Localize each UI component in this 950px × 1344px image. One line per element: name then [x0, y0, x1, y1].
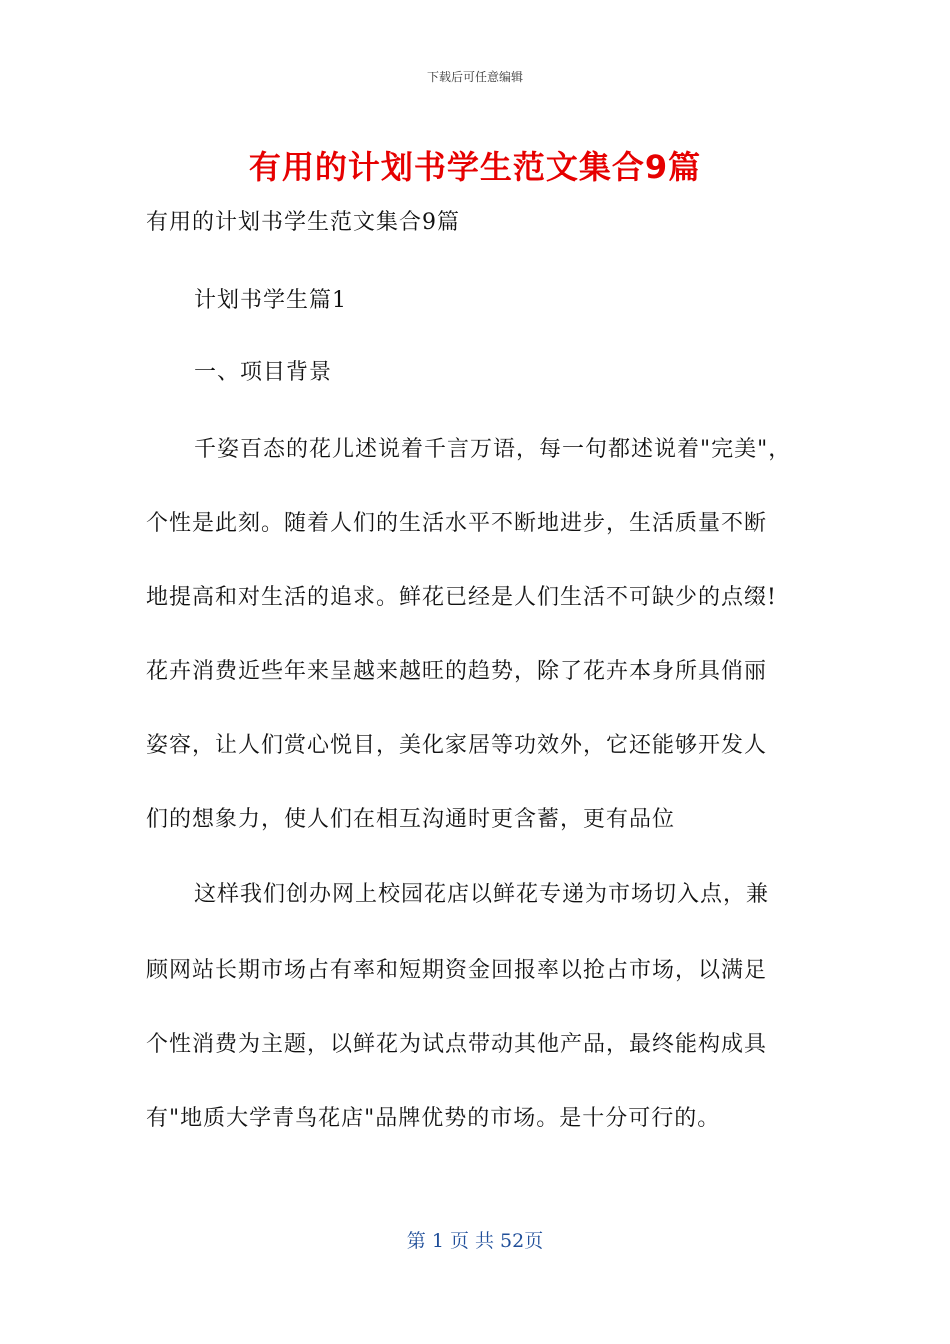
- paragraph-line: 姿容，让人们赏心悦目，美化家居等功效外，它还能够开发人: [146, 733, 768, 758]
- paragraph-line: 千姿百态的花儿述说着千言万语，每一句都述说着"完美"，: [194, 437, 792, 462]
- paragraph-line: 顾网站长期市场占有率和短期资金回报率以抢占市场，以满足: [146, 958, 768, 983]
- header-note: 下载后可任意编辑: [426, 70, 523, 84]
- paragraph-line: 有"地质大学青鸟花店"品牌优势的市场。是十分可行的。: [146, 1106, 721, 1131]
- paragraph-line: 个性消费为主题，以鲜花为试点带动其他产品，最终能构成具: [146, 1032, 768, 1057]
- paragraph-line: 们的想象力，使人们在相互沟通时更含蓄，更有品位: [146, 807, 676, 832]
- subtitle-line: 有用的计划书学生范文集合9篇: [146, 210, 460, 235]
- paragraph-line: 地提高和对生活的追求。鲜花已经是人们生活不可缺少的点缀!: [146, 585, 777, 610]
- document-title: 有用的计划书学生范文集合9篇: [248, 148, 702, 186]
- paragraph-line: 花卉消费近些年来呈越来越旺的趋势，除了花卉本身所具俏丽: [146, 659, 768, 684]
- section-heading: 计划书学生篇1: [194, 288, 347, 313]
- subsection-heading: 一、项目背景: [194, 360, 333, 385]
- page-footer: 第 1 页 共 52页: [406, 1230, 544, 1252]
- paragraph-line: 个性是此刻。随着人们的生活水平不断地进步，生活质量不断: [146, 511, 768, 536]
- paragraph-line: 这样我们创办网上校园花店以鲜花专递为市场切入点，兼: [194, 882, 770, 907]
